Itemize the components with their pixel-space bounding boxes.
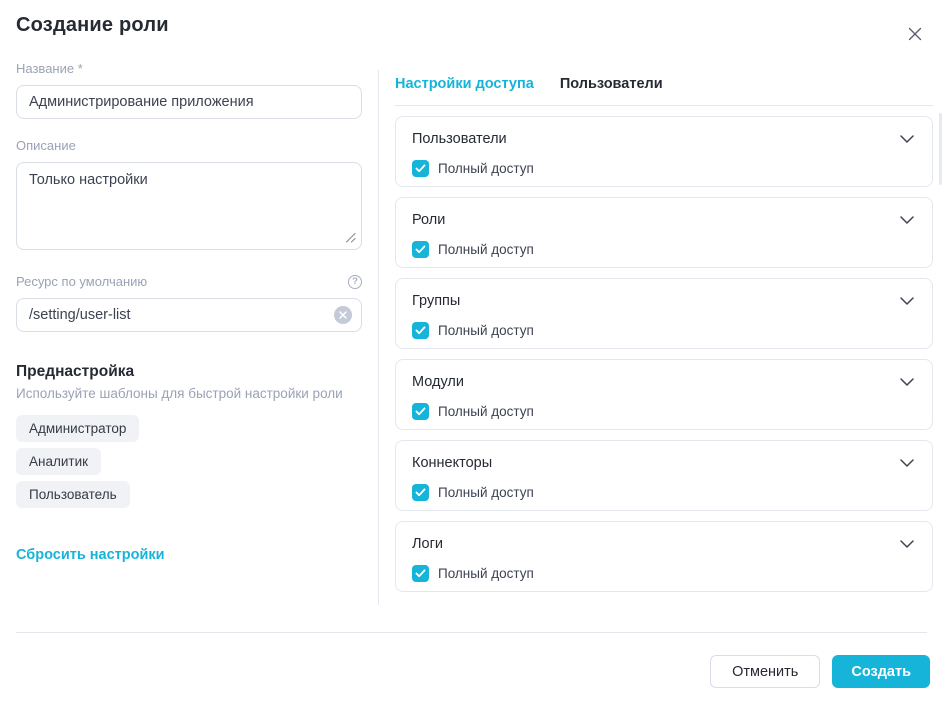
full-access-checkbox[interactable] (412, 565, 429, 582)
template-analyst-button[interactable]: Аналитик (16, 448, 101, 475)
chevron-down-icon[interactable] (898, 457, 916, 469)
chevron-down-icon[interactable] (898, 376, 916, 388)
full-access-checkbox[interactable] (412, 403, 429, 420)
column-divider (378, 70, 379, 605)
footer-actions (710, 655, 930, 688)
clear-input-icon[interactable] (334, 306, 352, 324)
check-icon (415, 164, 426, 173)
reset-settings-link[interactable]: Сбросить настройки (16, 547, 165, 563)
cancel-button[interactable]: Отменить (710, 655, 820, 688)
chevron-down-icon[interactable] (898, 538, 916, 550)
chevron-down-icon[interactable] (898, 214, 916, 226)
checkbox-label: Полный доступ (438, 566, 534, 581)
template-user-button[interactable]: Пользователь (16, 481, 130, 508)
card-title: Группы (412, 293, 461, 309)
full-access-checkbox[interactable] (412, 484, 429, 501)
tab-users[interactable]: Пользователи (559, 76, 663, 92)
full-access-checkbox[interactable] (412, 241, 429, 258)
access-card-roles (395, 197, 933, 268)
check-icon (415, 245, 426, 254)
chevron-down-icon[interactable] (898, 295, 916, 307)
name-field-group (16, 61, 362, 119)
check-icon (415, 488, 426, 497)
create-button[interactable]: Создать (832, 655, 930, 688)
preset-subtitle: Используйте шаблоны для быстрой настройки роли (16, 386, 343, 401)
card-title: Коннекторы (412, 455, 493, 471)
name-field[interactable] (16, 85, 362, 119)
help-icon[interactable]: ? (348, 275, 362, 289)
card-header-groups[interactable] (412, 293, 916, 309)
preset-section (16, 363, 362, 508)
scrollbar-thumb[interactable] (939, 113, 942, 185)
access-card-connectors (395, 440, 933, 511)
card-header-modules[interactable] (412, 374, 916, 390)
access-sections-list (395, 116, 933, 592)
role-form (16, 61, 362, 564)
access-panel (395, 76, 933, 602)
checkbox-label: Полный доступ (438, 242, 534, 257)
full-access-checkbox[interactable] (412, 322, 429, 339)
card-title: Пользователи (412, 131, 507, 147)
check-icon (415, 326, 426, 335)
card-header-users[interactable] (412, 131, 916, 147)
close-icon[interactable] (905, 24, 925, 44)
access-card-users (395, 116, 933, 187)
description-field-group (16, 138, 362, 255)
description-field-label: Описание (16, 138, 76, 153)
page-title: Создание роли (16, 14, 169, 36)
card-header-logs[interactable] (412, 536, 916, 552)
resource-field-label: Ресурс по умолчанию (16, 274, 148, 289)
tab-bar (395, 76, 933, 106)
access-card-logs (395, 521, 933, 592)
card-title: Роли (412, 212, 446, 228)
checkbox-label: Полный доступ (438, 161, 534, 176)
preset-title: Преднастройка (16, 363, 135, 380)
access-card-groups (395, 278, 933, 349)
footer-divider (16, 632, 927, 633)
card-title: Модули (412, 374, 464, 390)
full-access-checkbox[interactable] (412, 160, 429, 177)
template-admin-button[interactable]: Администратор (16, 415, 139, 442)
resource-field[interactable] (16, 298, 362, 332)
access-card-modules (395, 359, 933, 430)
preset-templates (16, 415, 362, 508)
card-header-connectors[interactable] (412, 455, 916, 471)
check-icon (415, 407, 426, 416)
check-icon (415, 569, 426, 578)
name-field-label: Название * (16, 61, 83, 76)
resource-field-group (16, 274, 362, 332)
checkbox-label: Полный доступ (438, 323, 534, 338)
tab-access-settings[interactable]: Настройки доступа (395, 76, 534, 92)
card-title: Логи (412, 536, 443, 552)
card-header-roles[interactable] (412, 212, 916, 228)
chevron-down-icon[interactable] (898, 133, 916, 145)
description-field[interactable] (16, 162, 362, 250)
checkbox-label: Полный доступ (438, 485, 534, 500)
checkbox-label: Полный доступ (438, 404, 534, 419)
